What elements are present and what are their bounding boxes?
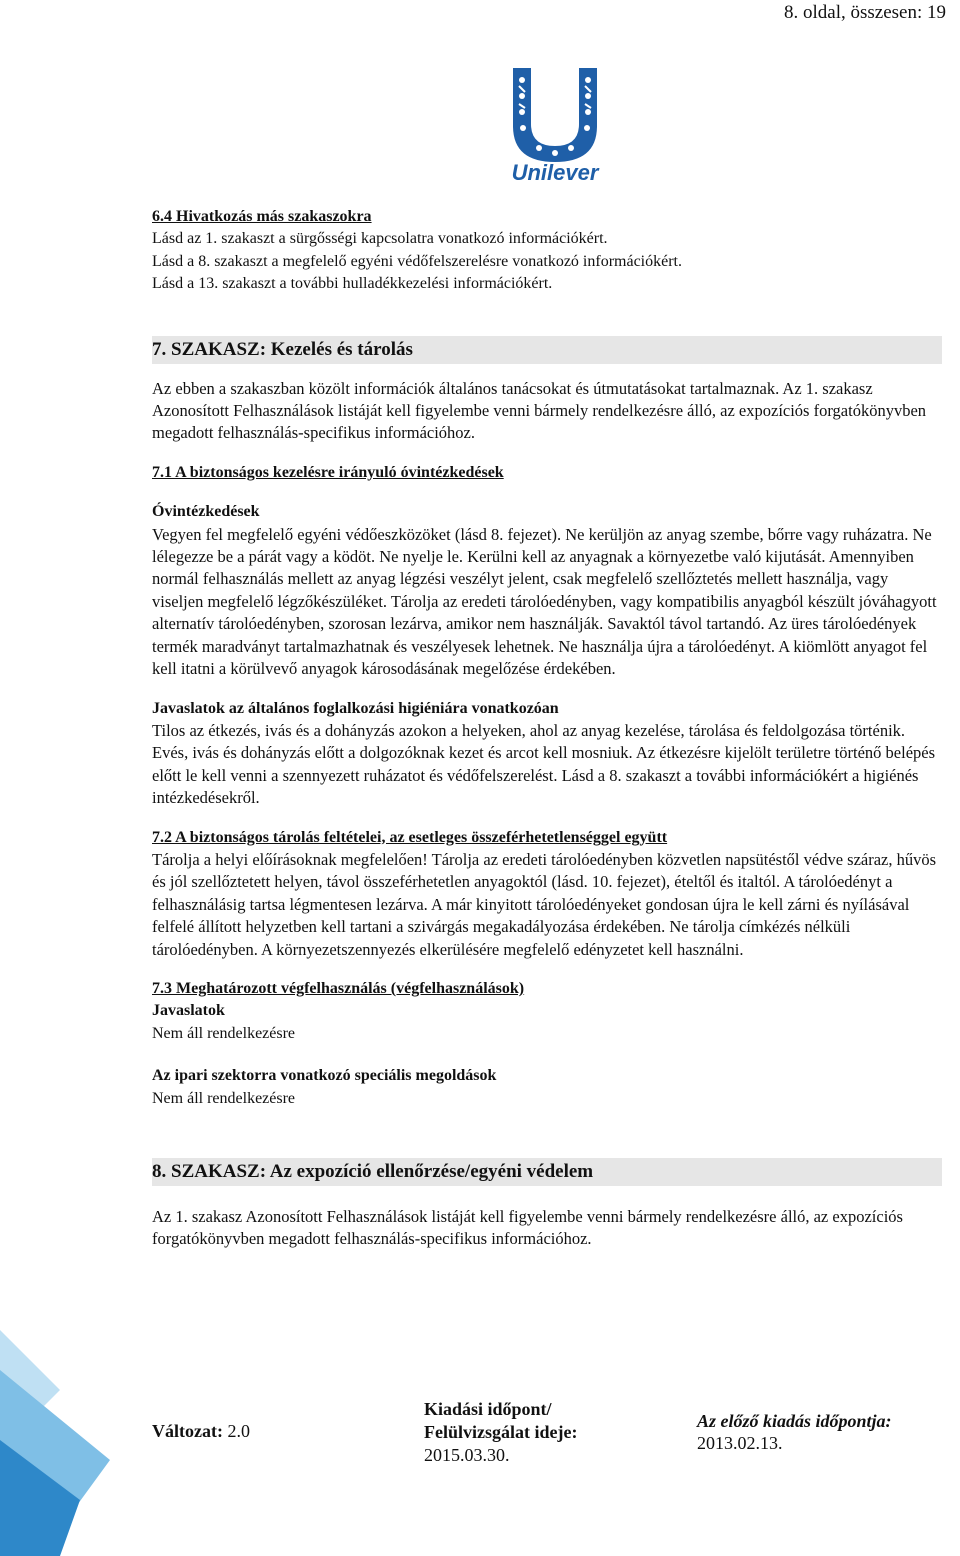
- recommendations-heading: Javaslatok: [152, 1002, 225, 1020]
- unilever-logo: [499, 66, 611, 184]
- page-number: 8. oldal, összesen: 19: [783, 2, 946, 23]
- version-label: Változat:: [152, 1421, 223, 1441]
- hygiene-heading: Javaslatok az általános foglalkozási higiéniára vonatkozóan: [152, 699, 559, 717]
- recommendations-value: Nem áll rendelkezésre: [152, 1024, 296, 1042]
- hygiene-text: Tilos az étkezés, ivás és a dohányzás azokon a helyeken, ahol az anyag kezelése, tárolása és feldolgozása történik. Evés, ivás és dohányzás előtt a dolgozóknak kezet és arcot kell mosniuk. Az étkezésre kijelölt területre történő belépés előtt le kell venni a szennyezett ruházatot és védőfelszerelést. Lásd a 8. szakaszt a további információkért a higiénés intézkedésekről.: [152, 720, 936, 808]
- previous-label: Az előző kiadás időpontja:: [697, 1411, 892, 1431]
- section-7-2-title: 7.2 A biztonságos tárolás feltételei, az esetleges összeférhetetlenséggel együtt: [152, 828, 668, 846]
- section-6-4-line: Lásd a 8. szakaszt a megfelelő egyéni védőfelszerelésre vonatkozó információkért.: [152, 252, 682, 270]
- logo-text: Unilever: [511, 160, 599, 184]
- unilever-u-icon: [499, 66, 611, 184]
- corner-graphic: [0, 1330, 140, 1556]
- footer-previous-date: [697, 1410, 892, 1454]
- section-7-3-title: 7.3 Meghatározott végfelhasználás (végfelhasználások): [152, 979, 525, 997]
- section-7-2-text: Tárolja a helyi előírásoknak megfelelően! Tárolja az eredeti tárolóedényben közvetlen napsütéstől védve száraz, hűvös és jól szellőztetett helyen, távol összeférhetetlen anyagoktól (lásd. 10. fejezet), ételtől és italtól. A tárolóedényt a felhasználásig tartsa légmentesen lezárva. A már kinyitott tárolóedényeket gondosan újra le kell zárni és nyílásával felfelé állított helyzetben kell tartani a szivárgás megakadályozása érdekében. Ne tárolja címkézés nélküli tárolóedényben. A környezetszennyezés elkerülésére megfelelő edényzetet kell használni.: [152, 849, 937, 959]
- industrial-value: Nem áll rendelkezésre: [152, 1089, 296, 1107]
- industrial-heading: Az ipari szektorra vonatkozó speciális megoldások: [152, 1067, 497, 1085]
- previous-value: 2013.02.13.: [697, 1433, 783, 1453]
- section-8-title: 8. SZAKASZ: Az expozíció ellenőrzése/egyéni védelem: [152, 1158, 942, 1186]
- issue-label-2: Felülvizsgálat ideje:: [424, 1422, 578, 1442]
- section-7-1-title: 7.1 A biztonságos kezelésre irányuló óvintézkedések: [152, 463, 504, 481]
- section-6-4-line: Lásd az 1. szakaszt a sürgősségi kapcsolatra vonatkozó információkért.: [152, 230, 608, 248]
- section-7-intro: Az ebben a szakaszban közölt információk általános tanácsokat és útmutatásokat tartalmaznak. Az 1. szakasz Azonosított Felhasználások listáját kell figyelembe venni bármely rendelkezésre álló, az expozíciós forgatókönyvben megadott felhasználás-specifikus információhoz.: [152, 378, 927, 443]
- section-7-title: 7. SZAKASZ: Kezelés és tárolás: [152, 336, 942, 364]
- section-8-intro: Az 1. szakasz Azonosított Felhasználások listáját kell figyelembe venni bármely rendelkezésre álló, az expozíciós forgatókönyvben megadott felhasználás-specifikus információhoz.: [152, 1207, 903, 1249]
- version-value: 2.0: [227, 1421, 250, 1441]
- precautions-text: Vegyen fel megfelelő egyéni védőeszközöket (lásd 8. fejezet). Ne kerüljön az anyag szembe, bőrre vagy ruházatra. Ne lélegezze be a párát vagy a ködöt. Ne nyelje le. Kerülni kell az anyagnak a környezetbe való kijutását. Amennyiben normál felhasználás mellett az anyag légzési veszélyt jelent, csak megfelelő szellőztetés mellett használja, vagy viseljen megfelelő légzőkészüléket. Tárolja az eredeti tárolóedényben, vagy kompatibilis anyagból készült jóváhagyott alternatív tárolóedényben, szorosan lezárva, amikor nem használják. Savaktól távol tartandó. Az üres tárolóedények termék maradványt tartalmazhatnak és veszélyesek lehetnek. Ne használja újra a tárolóedényt. A kiömlött anyagot fel kell itatni a körülvevő anyagok károsodásának megelőzése érdekében.: [152, 524, 937, 679]
- footer-issue-date: [424, 1398, 577, 1467]
- issue-label-1: Kiadási időpont/: [424, 1399, 552, 1419]
- issue-value: 2015.03.30.: [424, 1445, 510, 1465]
- section-6-4-line: Lásd a 13. szakaszt a további hulladékkezelési információkért.: [152, 275, 553, 293]
- document-body: [152, 206, 942, 1251]
- footer-version: [152, 1421, 250, 1441]
- precautions-heading: Óvintézkedések: [152, 503, 260, 521]
- section-6-4-title: 6.4 Hivatkozás más szakaszokra: [152, 208, 372, 225]
